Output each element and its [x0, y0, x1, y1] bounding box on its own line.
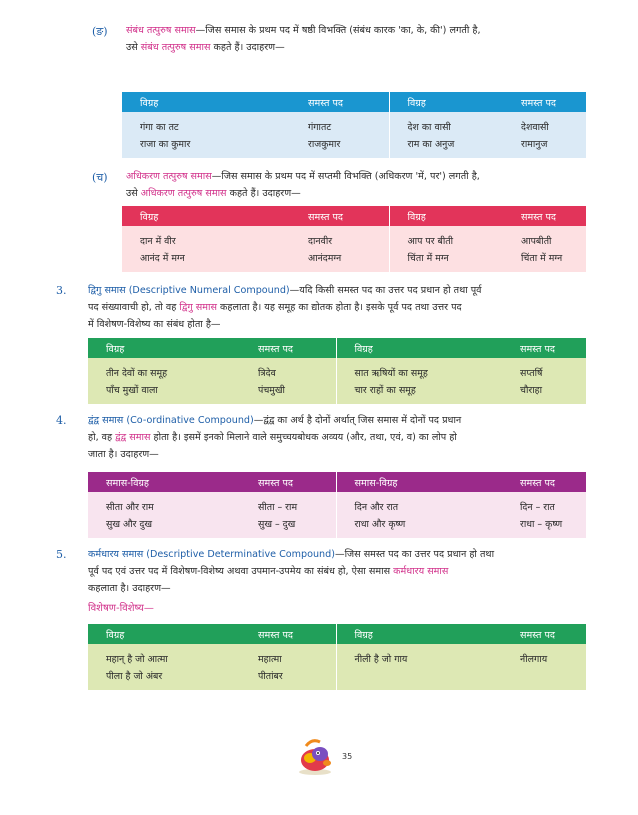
- section-marker: 4.: [56, 414, 67, 427]
- table-row: गंगा का तट गंगातट देश का वासी देशवासी: [122, 112, 586, 135]
- section-paragraph: संबंध तत्पुरुष समास—जिस समास के प्रथम पद में षष्ठी विभक्ति (संबंध कारक 'का, के, की') लगती है, उसे संबंध तत्पुरुष समास कहते हैं। उदाहरण—: [126, 25, 481, 53]
- example-table: [88, 472, 586, 538]
- table-row: राजा का कुमार राजकुमार राम का अनुज रामानुज: [122, 135, 586, 158]
- term-highlight: अधिकरण तत्पुरुष समास: [126, 171, 212, 182]
- mascot-illustration-icon: [294, 736, 336, 776]
- table-row: तीन देवों का समूह त्रिदेव सात ऋषियों का समूह सप्तर्षि: [88, 358, 586, 381]
- page-number: 35: [342, 752, 353, 761]
- table-header-row: विग्रह समस्त पद विग्रह समस्त पद: [122, 92, 586, 112]
- table-row: पीला है जो अंबर पीतांबर: [88, 667, 586, 690]
- table-row: महान् है जो आत्मा महात्मा नीली है जो गाय नीलगाय: [88, 644, 586, 667]
- section-title: द्विगु समास (Descriptive Numeral Compound): [88, 285, 290, 296]
- section-marker: (च): [92, 171, 108, 184]
- term-highlight: द्विगु समास: [179, 302, 217, 313]
- section-marker: 3.: [56, 284, 67, 297]
- table-header-row: विग्रह समस्त पद विग्रह समस्त पद: [88, 338, 586, 358]
- sub-heading: विशेषण-विशेष्य—: [88, 603, 154, 614]
- table-header-row: समास-विग्रह समस्त पद समास-विग्रह समस्त पद: [88, 472, 586, 492]
- term-highlight: अधिकरण तत्पुरुष समास: [140, 188, 227, 199]
- table-row: पाँच मुखों वाला पंचमुखी चार राहों का समूह चौराहा: [88, 381, 586, 404]
- section-paragraph: अधिकरण तत्पुरुष समास—जिस समास के प्रथम पद में सप्तमी विभक्ति (अधिकरण 'में, पर') लगती है, उसे अधिकरण तत्पुरुष समास कहते हैं। उदाहरण—: [126, 171, 480, 199]
- term-highlight: संबंध तत्पुरुष समास: [126, 25, 196, 36]
- term-highlight: संबंध तत्पुरुष समास: [140, 42, 211, 53]
- section-paragraph: द्विगु समास (Descriptive Numeral Compound)—यदि किसी समस्त पद का उत्तर पद प्रधान हो तथा पूर्व पद संख्यावाची हो, तो वह द्विगु समास कहलाता है। यह समूह का द्योतक होता है। इसके पूर्व पद तथा उत्तर पद में विशेषण-विशेष्य का संबंध होता है—: [88, 285, 482, 330]
- section-marker: 5.: [56, 548, 67, 561]
- table-header-row: विग्रह समस्त पद विग्रह समस्त पद: [88, 624, 586, 644]
- table-header-row: विग्रह समस्त पद विग्रह समस्त पद: [122, 206, 586, 226]
- example-table: [122, 206, 586, 272]
- example-table: [88, 624, 586, 690]
- section-marker: (ङ): [92, 25, 108, 38]
- table-row: दान में वीर दानवीर आप पर बीती आपबीती: [122, 226, 586, 249]
- table-row: आनंद में मग्न आनंदमग्न चिंता में मग्न चिंता में मग्न: [122, 249, 586, 272]
- term-highlight: कर्मधारय समास: [393, 566, 449, 577]
- section-paragraph: कर्मधारय समास (Descriptive Determinative Compound)—जिस समस्त पद का उत्तर पद प्रधान हो तथा पूर्व पद एवं उत्तर पद में विशेषण-विशेष्य अथवा उपमान-उपमेय का संबंध हो, ऐसा समास कर्मधारय समास कहलाता है। उदाहरण—: [88, 549, 495, 594]
- table-row: सीता और राम सीता – राम दिन और रात दिन – रात: [88, 492, 586, 515]
- example-table: [122, 92, 586, 158]
- section-title: कर्मधारय समास (Descriptive Determinative Compound): [88, 549, 335, 560]
- term-highlight: द्वंद्व समास: [115, 432, 151, 443]
- table-row: सुख और दुख सुख – दुख राधा और कृष्ण राधा – कृष्ण: [88, 515, 586, 538]
- section-paragraph: द्वंद्व समास (Co-ordinative Compound)—द्वंद्व का अर्थ है दोनों अर्थात् जिस समास में दोनों पद प्रधान हो, वह द्वंद्व समास होता है। इसमें इनको मिलाने वाले समुच्चयबोधक अव्यय (और, तथा, एवं, व) का लोप हो जाता है। उदाहरण—: [88, 415, 462, 460]
- example-table: [88, 338, 586, 404]
- section-title: द्वंद्व समास (Co-ordinative Compound): [88, 415, 254, 426]
